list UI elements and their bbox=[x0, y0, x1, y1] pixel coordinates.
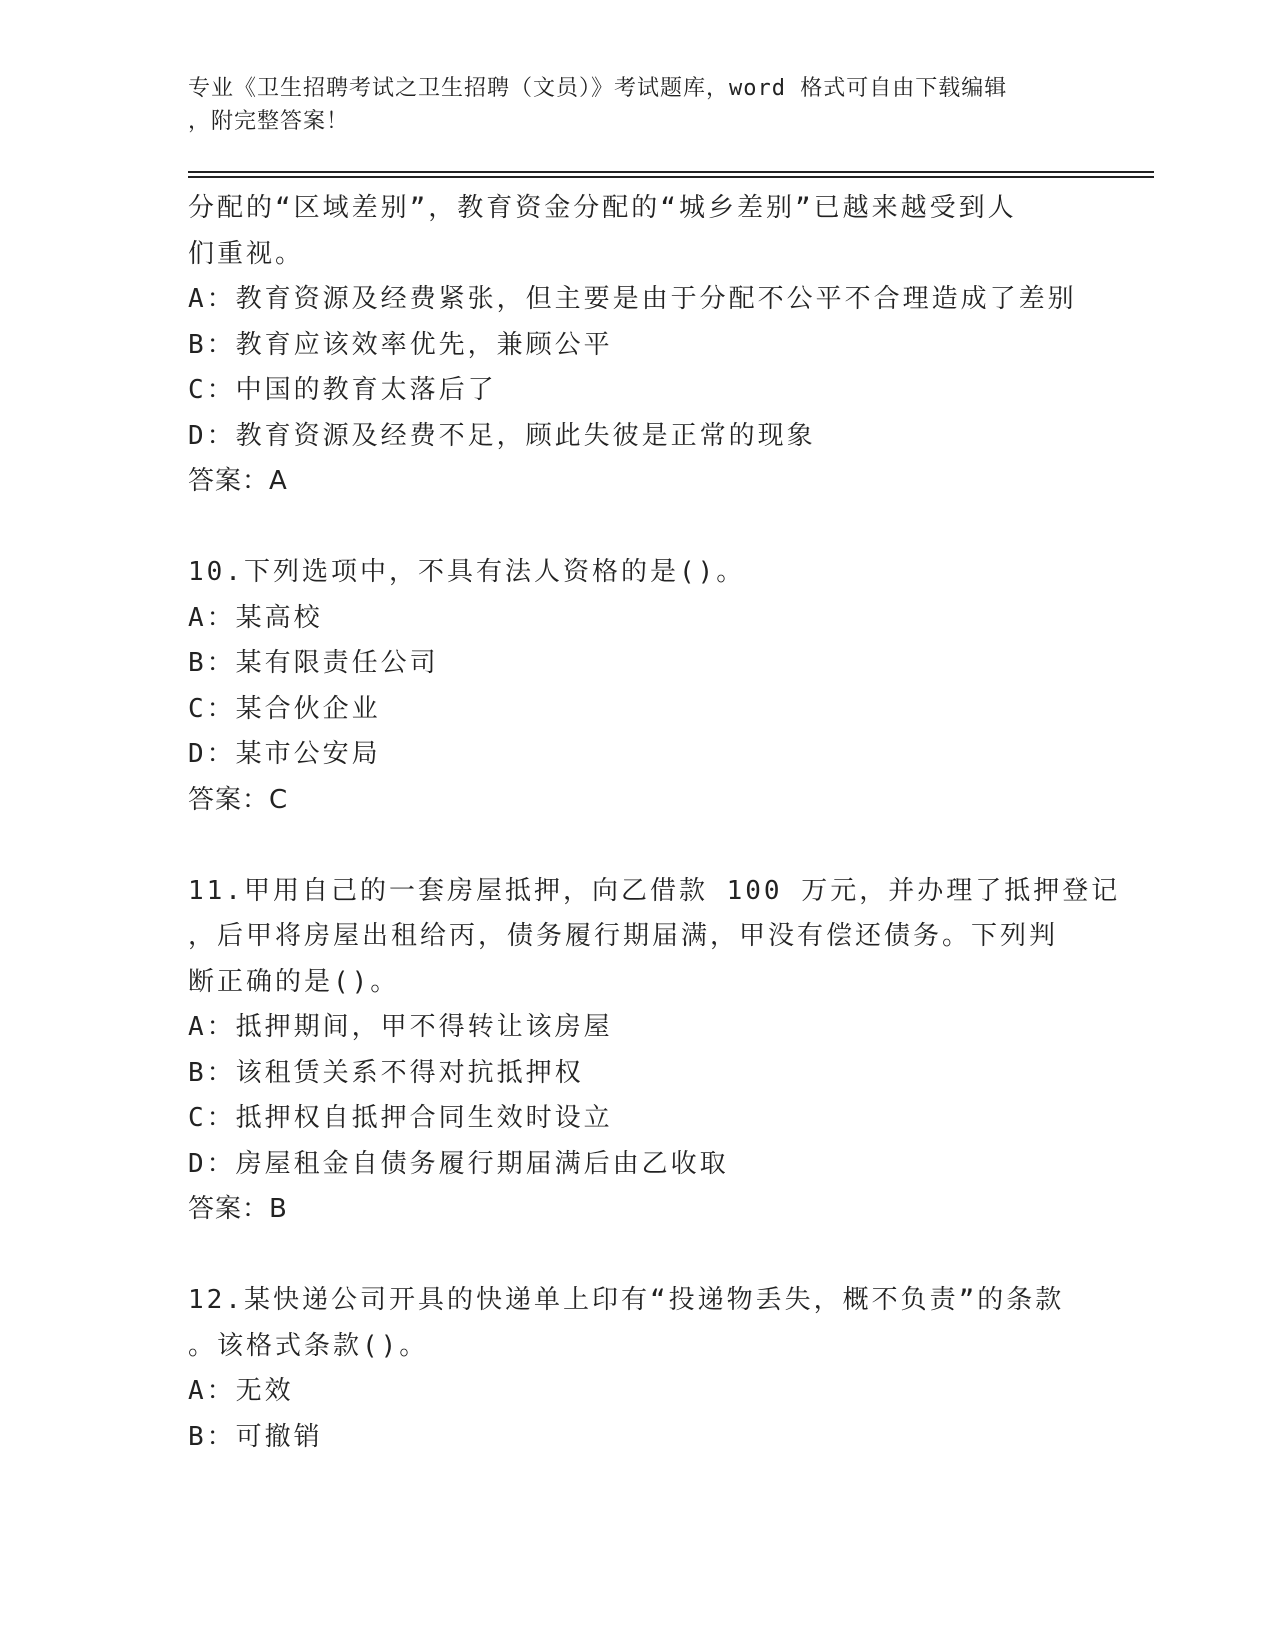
option-b: B：教育应该效率优先，兼顾公平 bbox=[188, 329, 613, 360]
option-a: A：某高校 bbox=[188, 602, 323, 633]
option-b: B：某有限责任公司 bbox=[188, 648, 439, 678]
question-11 bbox=[188, 869, 1121, 1233]
header-line-2: ，附完整答案！ bbox=[188, 109, 350, 134]
header-line-1: 专业《卫生招聘考试之卫生招聘（文员）》考试题库，word 格式可自由下载编辑 bbox=[188, 76, 1008, 101]
option-c: C：中国的教育太落后了 bbox=[188, 375, 497, 405]
question-12 bbox=[188, 1278, 1088, 1460]
question-10 bbox=[188, 550, 1088, 823]
answer-line: 答案：C bbox=[188, 784, 289, 815]
question-stem-line: 分配的“区域差别”，教育资金分配的“城乡差别”已越来越受到人 bbox=[188, 193, 1017, 223]
option-c: C：抵押权自抵押合同生效时设立 bbox=[188, 1103, 613, 1133]
option-d: D：房屋租金自债务履行期届满后由乙收取 bbox=[188, 1148, 729, 1179]
option-a: A：教育资源及经费紧张，但主要是由于分配不公平不合理造成了差别 bbox=[188, 284, 1077, 314]
option-b: B：该租赁关系不得对抗抵押权 bbox=[188, 1057, 584, 1088]
question-spacer bbox=[188, 505, 1088, 551]
document-header bbox=[188, 72, 1088, 138]
question-list bbox=[188, 186, 1121, 1460]
question-stem-line: 12.某快递公司开具的快递单上印有“投递物丢失，概不负责”的条款 bbox=[188, 1285, 1065, 1315]
question-stem-line: 11.甲用自己的一套房屋抵押，向乙借款 100 万元，并办理了抵押登记 bbox=[188, 875, 1121, 906]
option-d: D：某市公安局 bbox=[188, 739, 381, 769]
option-a: A：无效 bbox=[188, 1376, 294, 1406]
question-9-continuation bbox=[188, 186, 1088, 505]
question-spacer bbox=[188, 1233, 1088, 1279]
header-divider-top bbox=[188, 171, 1154, 173]
option-b: B：可撤销 bbox=[188, 1421, 323, 1452]
question-stem-line: 。该格式条款()。 bbox=[188, 1330, 429, 1361]
question-stem-line: 们重视。 bbox=[188, 238, 305, 269]
option-a: A：抵押期间，甲不得转让该房屋 bbox=[188, 1012, 613, 1042]
option-d: D：教育资源及经费不足，顾此失彼是正常的现象 bbox=[188, 420, 816, 451]
question-stem-line: 断正确的是()。 bbox=[188, 966, 400, 997]
question-stem-line: 10.下列选项中，不具有法人资格的是()。 bbox=[188, 557, 746, 587]
header-divider-bottom bbox=[188, 176, 1154, 178]
answer-line: 答案：A bbox=[188, 466, 288, 496]
answer-line: 答案：B bbox=[188, 1194, 288, 1224]
question-stem-line: ，后甲将房屋出租给丙，债务履行期届满，甲没有偿还债务。下列判 bbox=[188, 921, 1059, 951]
option-c: C：某合伙企业 bbox=[188, 693, 381, 724]
question-spacer bbox=[188, 823, 1088, 869]
